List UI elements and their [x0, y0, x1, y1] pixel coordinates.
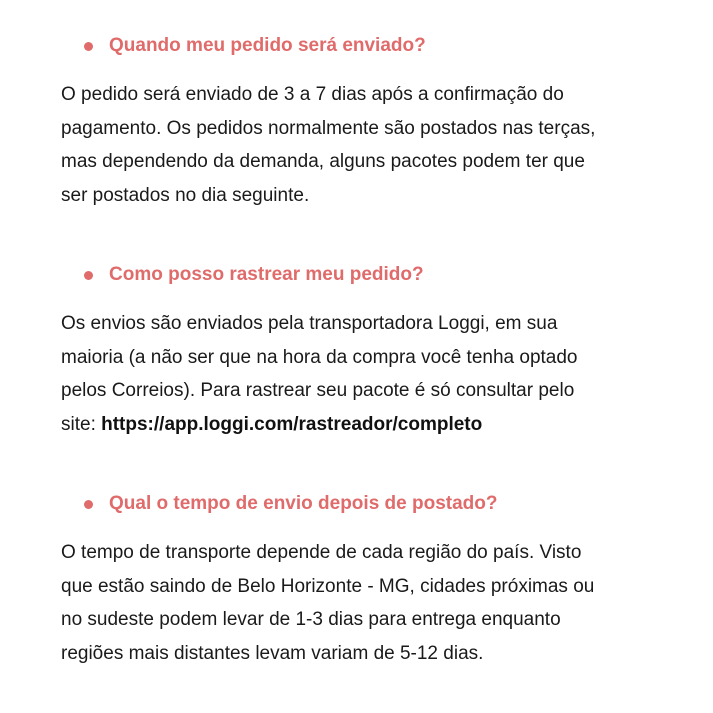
- faq-answer: [61, 78, 681, 212]
- faq-item: [0, 488, 713, 664]
- bullet-icon: [84, 42, 93, 51]
- faq-question: [0, 488, 713, 520]
- answer-line: regiões mais distantes levam variam de 5-12 dias.: [61, 642, 484, 664]
- tracking-link[interactable]: https://app.loggi.com/rastreador/completo: [101, 413, 483, 435]
- answer-line: ser postados no dia seguinte.: [61, 184, 310, 206]
- answer-line-with-link: [61, 408, 681, 442]
- answer-line: O tempo de transporte depende de cada região do país. Visto: [61, 542, 582, 563]
- faq-answer: [61, 536, 681, 670]
- faq-question: [0, 259, 713, 291]
- answer-line: pagamento. Os pedidos normalmente são postados nas terças,: [61, 117, 596, 139]
- bullet-icon: [84, 500, 93, 509]
- faq-question: [0, 30, 713, 62]
- answer-line: Os envios são enviados pela transportadora Loggi, em sua: [61, 313, 558, 334]
- faq-question-text: Como posso rastrear meu pedido?: [109, 264, 424, 285]
- answer-line: pelos Correios). Para rastrear seu pacote é só consultar pelo: [61, 380, 575, 401]
- answer-line: que estão saindo de Belo Horizonte - MG, cidades próximas ou: [61, 575, 595, 597]
- answer-line: no sudeste podem levar de 1-3 dias para entrega enquanto: [61, 609, 561, 630]
- answer-line: O pedido será enviado de 3 a 7 dias após a confirmação do: [61, 84, 564, 105]
- answer-line: maioria (a não ser que na hora da compra você tenha optado: [61, 346, 578, 368]
- faq-answer: [61, 307, 681, 441]
- bullet-icon: [84, 271, 93, 280]
- faq-question-text: Qual o tempo de envio depois de postado?: [109, 493, 498, 514]
- faq-item: [0, 259, 713, 435]
- faq-item: [0, 30, 713, 206]
- answer-link-prefix: site:: [61, 413, 102, 435]
- faq-question-text: Quando meu pedido será enviado?: [109, 35, 426, 56]
- answer-line: mas dependendo da demanda, alguns pacotes podem ter que: [61, 151, 585, 172]
